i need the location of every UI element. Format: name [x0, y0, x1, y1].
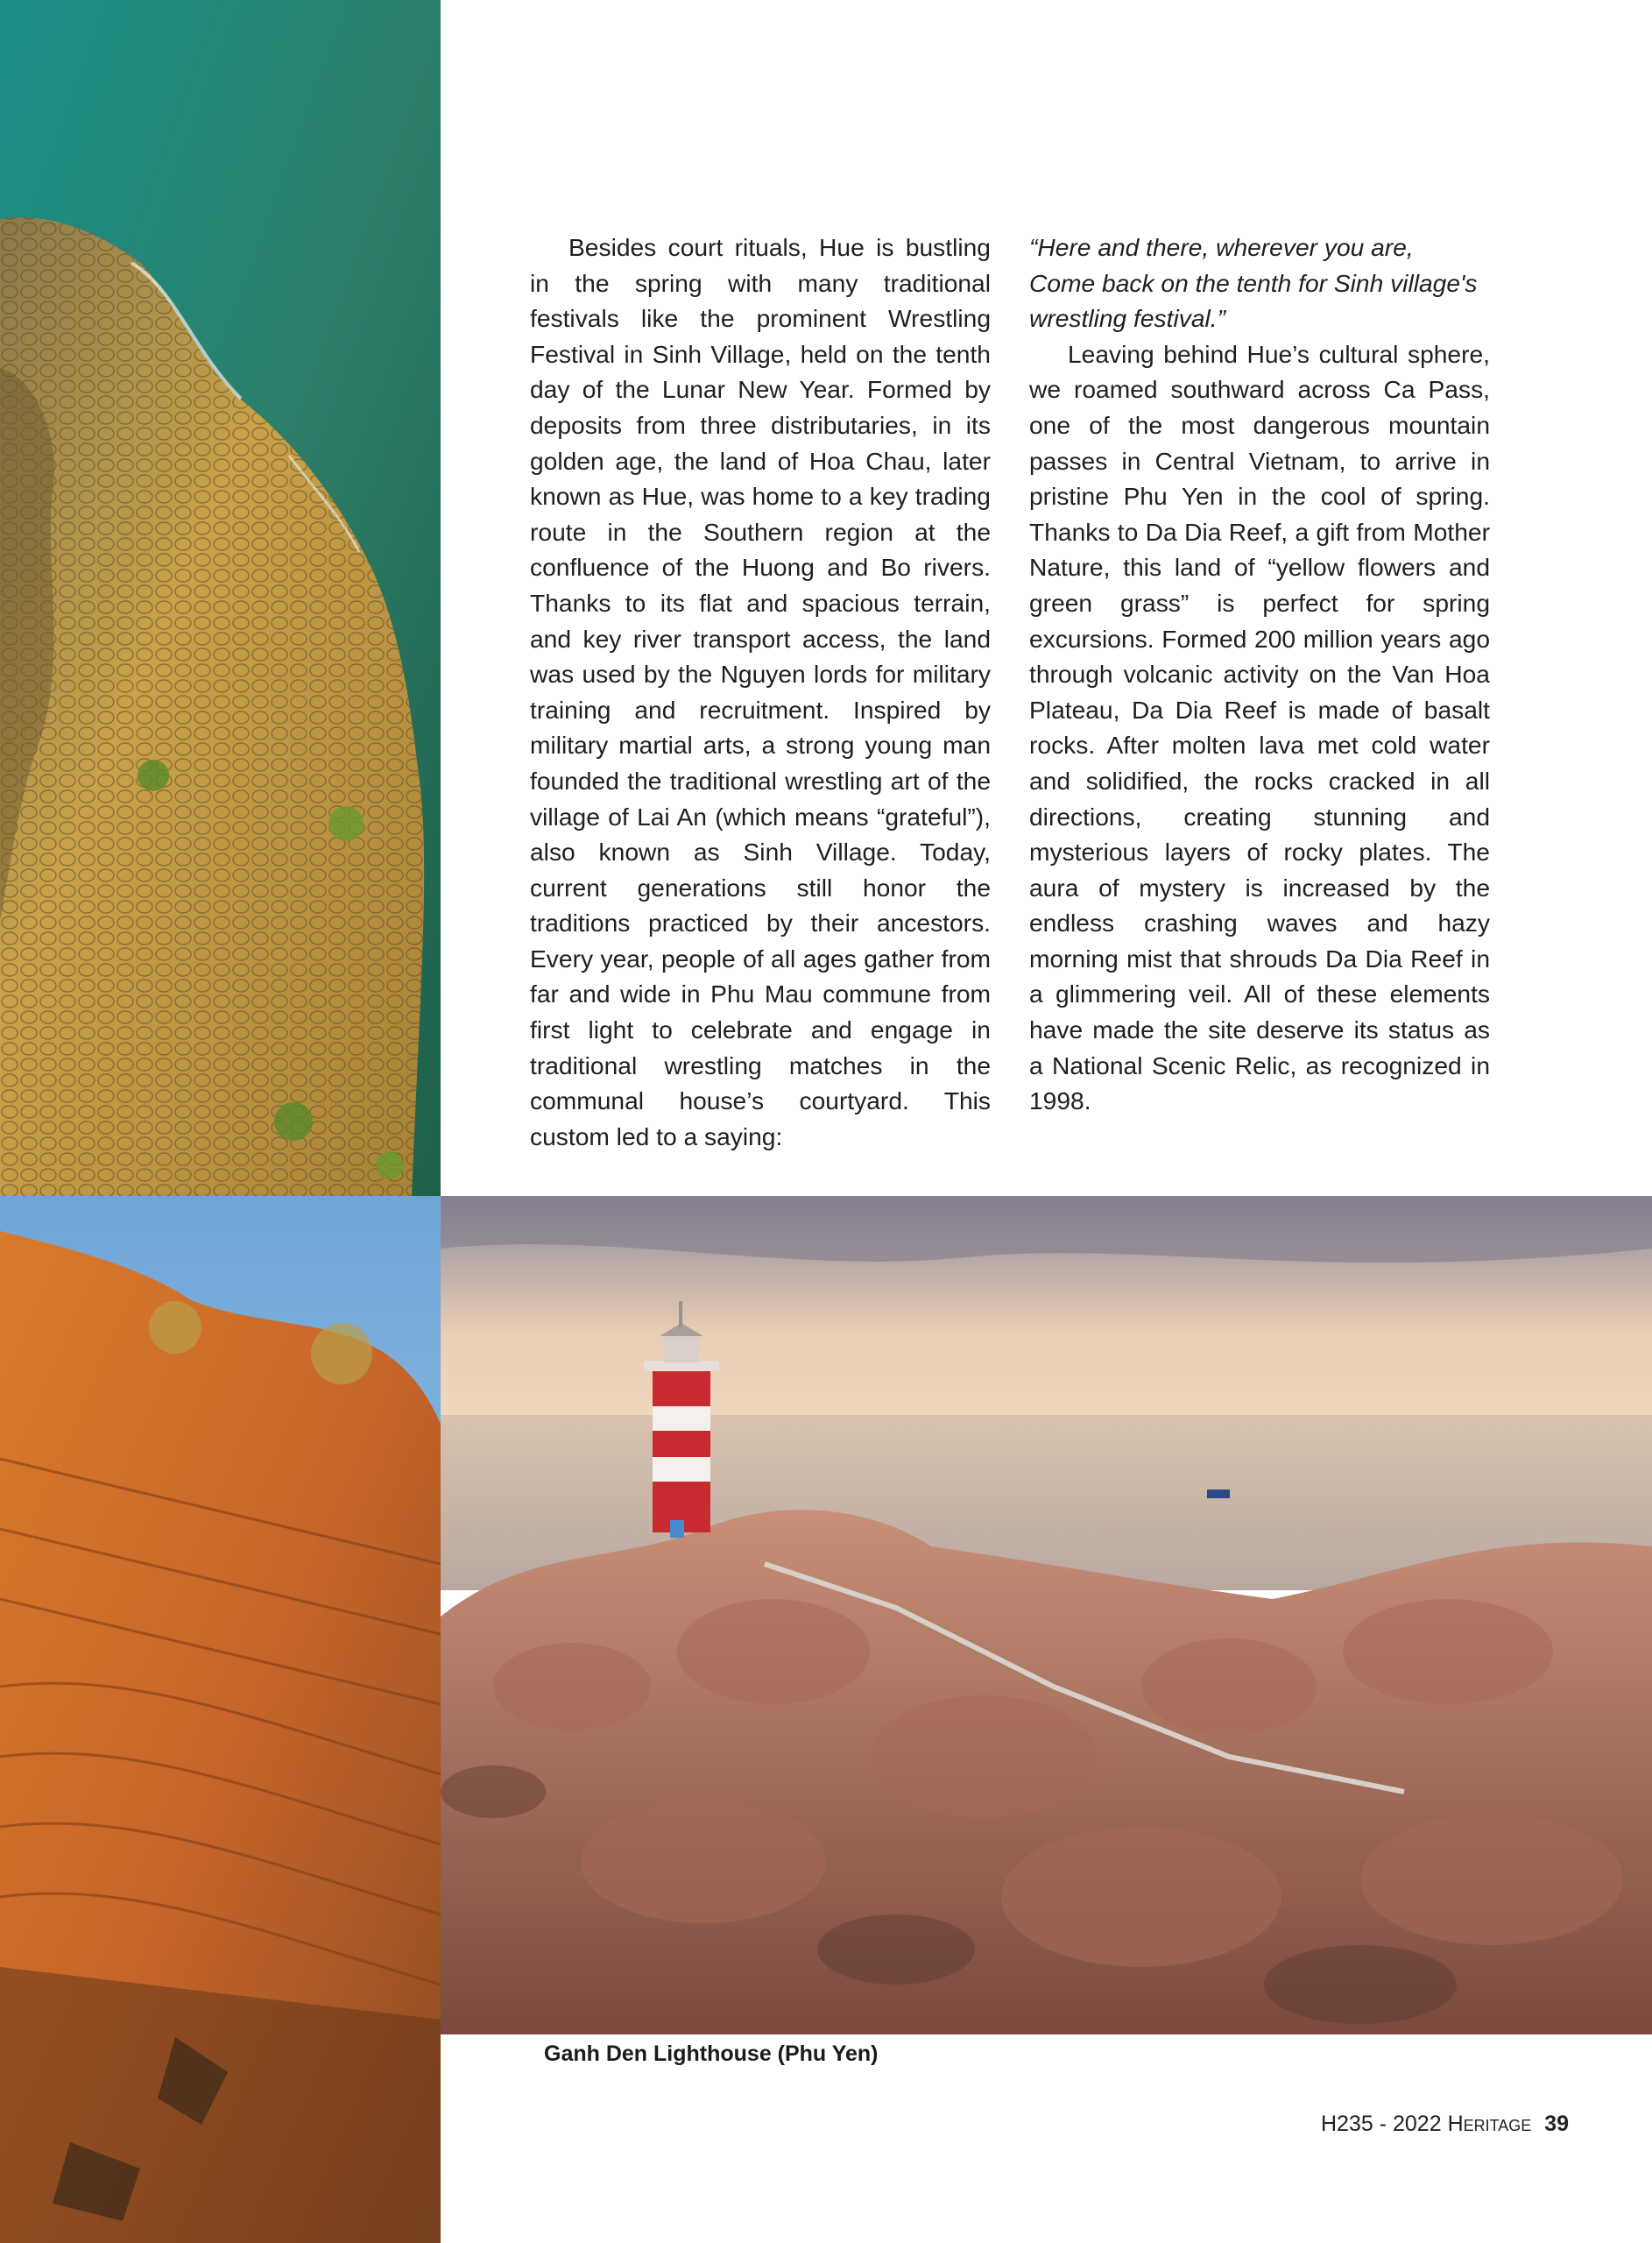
aerial-reef-photo	[0, 0, 441, 1196]
photo-caption: Ganh Den Lighthouse (Phu Yen)	[544, 2041, 879, 2066]
quote-line: Come back on the tenth for Sinh village's	[1029, 268, 1478, 297]
lighthouse-photo	[441, 1196, 1652, 2034]
article-column-left	[530, 230, 991, 1154]
page-number: 39	[1544, 2112, 1570, 2136]
article-paragraph: Besides court rituals, Hue is bustling in the spring with many traditional festivals like the prominent Wrestling Festival in Sinh Village, held on the tenth day of the Lunar New Year. Formed by deposits from three distributaries, in its golden age, the land of Hoa Chau, later known as Hue, was home to a key trading route in the Southern region at the confluence of the Huong and Bo rivers. Thanks to its flat and spacious terrain, and key river transport access, the land was used by the Nguyen lords for military training and recruitment. Inspired by military martial arts, a strong young man founded the traditional wrestling art of the village of Lai An (which means “grateful”), also known as Sinh Village. Today, current generations still honor the traditions practiced by their ancestors. Every year, people of all ages gather from far and wide in Phu Mau commune from first light to celebrate and engage in traditional wrestling matches in the communal house’s courtyard. This custom led to a saying:	[530, 233, 991, 1150]
basalt-cliff-photo	[0, 1196, 441, 2243]
article-column-right	[1029, 230, 1490, 1119]
page-footer	[1321, 2112, 1569, 2137]
publication-name: Heritage	[1447, 2112, 1532, 2136]
issue-label: H235 - 2022	[1321, 2112, 1442, 2136]
article-paragraph: Leaving behind Hue’s cultural sphere, we roamed southward across Ca Pass, one of the most dangerous mountain passes in Central Vietnam, to arrive in pristine Phu Yen in the cool of spring. Thanks to Da Dia Reef, a gift from Mother Nature, this land of “yellow flowers and green grass” is perfect for spring excursions. Formed 200 million years ago through volcanic activity on the Van Hoa Plateau, Da Dia Reef is made of basalt rocks. After molten lava met cold water and solidified, the rocks cracked in all directions, creating stunning and mysterious layers of rocky plates. The aura of mystery is increased by the endless crashing waves and hazy morning mist that shrouds Da Dia Reef in a glimmering veil. All of these elements have made the site deserve its status as a National Scenic Relic, as recognized in 1998.	[1029, 339, 1490, 1115]
quote-line: “Here and there, wherever you are,	[1029, 233, 1414, 261]
folk-saying-quote	[1029, 230, 1490, 336]
quote-line: wrestling festival.”	[1029, 304, 1225, 333]
